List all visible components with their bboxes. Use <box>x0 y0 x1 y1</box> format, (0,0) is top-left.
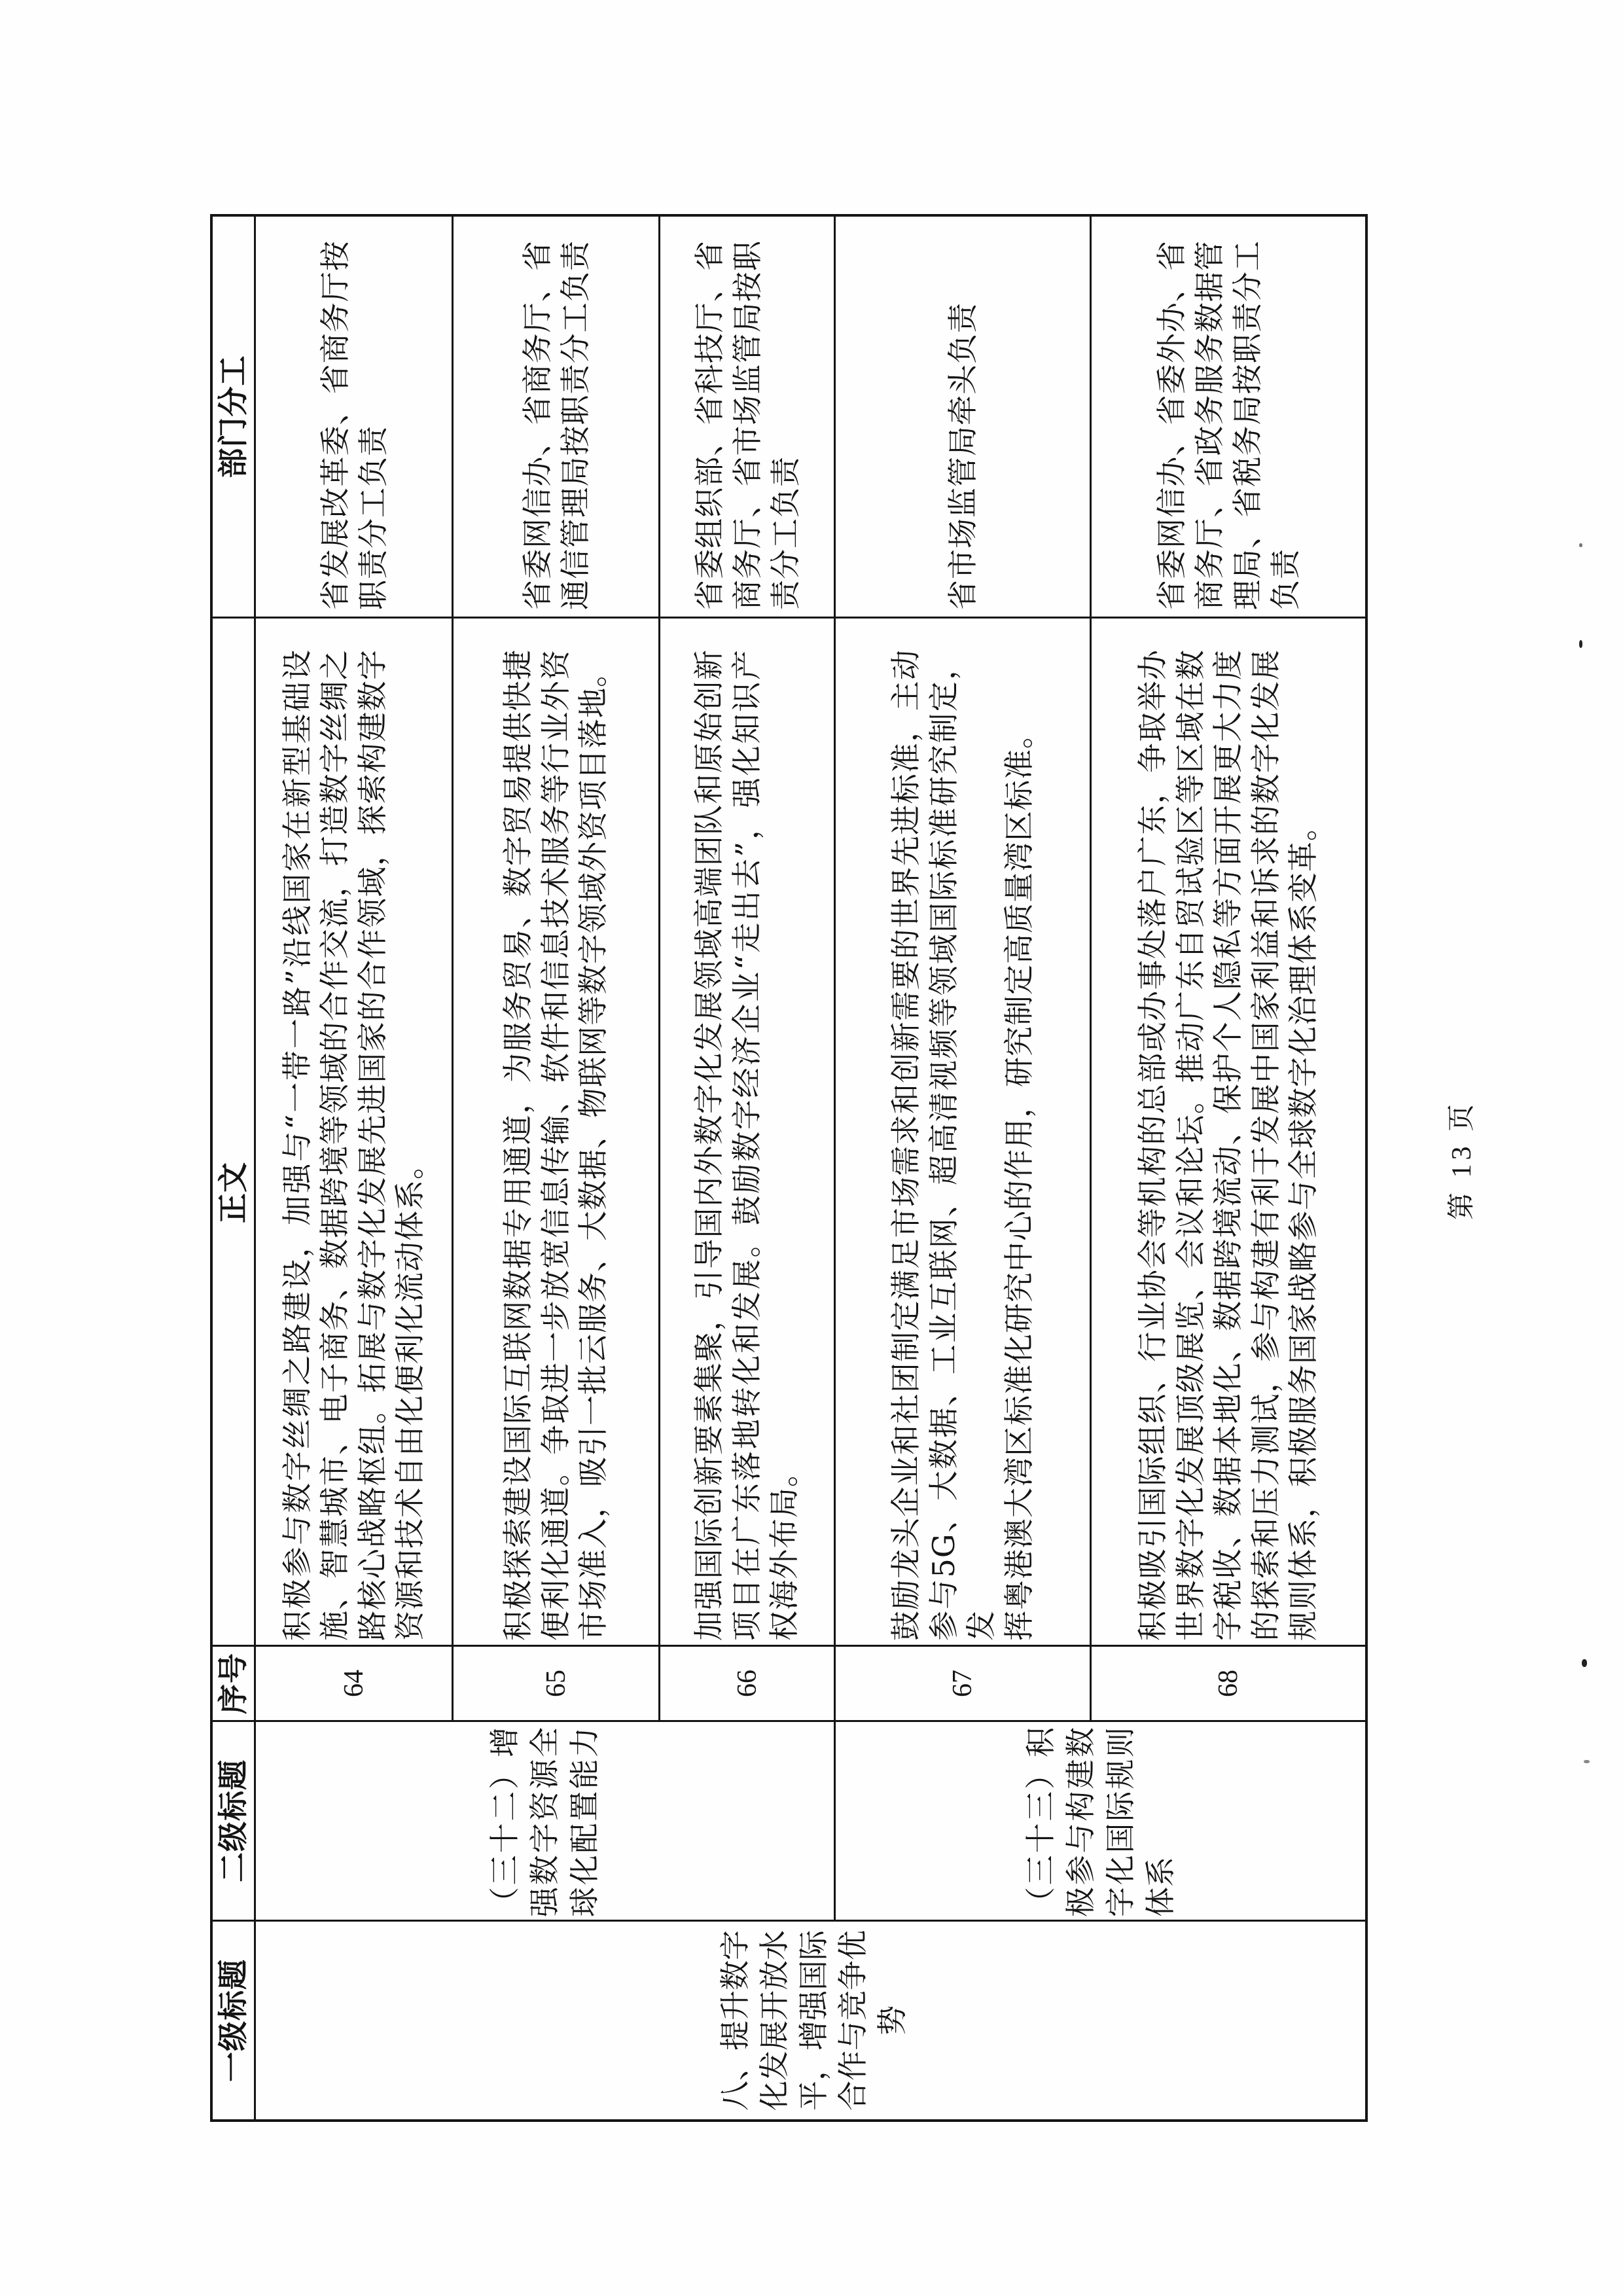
row-67-body <box>836 619 1090 1645</box>
body-line: 参与5G、大数据、工业互联网、超高清视频等领域国际标准研究制定，发 <box>925 649 999 1641</box>
body-line: 项目在广东落地转化和发展。鼓励数字经济企业“走出去”，强化知识产 <box>728 649 764 1641</box>
header-body-label: 正文 <box>215 1162 251 1223</box>
body-line: 的探索和压力测试，参与构建有利于发展中国家利益和诉求的数字化发展 <box>1247 649 1283 1641</box>
body-line: 规则体系，积极服务国家战略参与全球数字化治理体系变革。 <box>1285 810 1321 1641</box>
body-line: 权海外布局。 <box>766 1456 802 1641</box>
level2-heading-line: 强数字资源全 <box>527 1727 562 1917</box>
body-line: 资源和技术自由化便利化流动体系。 <box>392 1149 427 1641</box>
row-64-body <box>256 619 452 1645</box>
level2-heading-line: （三十三）积 <box>1022 1727 1058 1917</box>
dept-line: 省委网信办、省委外办、省 <box>1154 240 1189 610</box>
level2-heading-line: 极参与构建数 <box>1062 1727 1098 1917</box>
header-level2-title <box>213 1722 254 1920</box>
header-level1-title-label: 一级标题 <box>215 1959 251 2082</box>
header-seq <box>213 1647 254 1720</box>
body-line: 积极参与数字丝绸之路建设，加强与“一带一路”沿线国家在新型基础设 <box>279 649 315 1641</box>
seq-number: 64 <box>338 1670 369 1697</box>
row-67-dept <box>836 217 1090 617</box>
seq-number: 66 <box>732 1670 762 1697</box>
level1-heading-line: 八、提升数字 <box>717 1930 753 2111</box>
body-line: 鼓励龙头企业和社团制定满足市场需求和创新需要的世界先进标准，主动 <box>888 649 923 1641</box>
row-68-seq <box>1092 1647 1365 1720</box>
body-line: 挥粤港澳大湾区标准化研究中心的作用，研究制定高质量湾区标准。 <box>1001 718 1037 1641</box>
page-number: 第 13 页 <box>1447 1100 1477 1220</box>
body-line: 市场准入，吸引一批云服务、大数据、物联网等数字领域外资项目落地。 <box>575 656 611 1641</box>
level1-heading-line: 势 <box>874 2005 910 2036</box>
dept-line: 省市场监管局牵头负责 <box>945 302 980 610</box>
header-level1-title <box>213 1922 254 2119</box>
row-66-dept <box>660 217 834 617</box>
row-67-seq <box>836 1647 1090 1720</box>
row-65-dept <box>454 217 658 617</box>
dept-line: 通信管理局按职责分工负责 <box>557 240 593 610</box>
dept-line: 职责分工负责 <box>355 425 391 610</box>
dept-line: 省委网信办、省商务厅、省 <box>519 240 555 610</box>
row-66-body <box>660 619 834 1645</box>
dept-line: 负责 <box>1268 548 1303 610</box>
level2-heading-line: 球化配置能力 <box>567 1727 602 1917</box>
row-68-body <box>1092 619 1365 1645</box>
rotated-landscape-content <box>210 214 1477 2122</box>
body-line: 字税收、数据本地化、数据跨境流动、保护个人隐私等方面开展更大力度 <box>1210 649 1246 1641</box>
header-body <box>213 619 254 1645</box>
dept-line: 理局、省税务局按职责分工 <box>1230 240 1265 610</box>
body-line: 路核心战略枢纽。拓展与数字化发展先进国家的合作领域，探索构建数字 <box>354 649 390 1641</box>
dept-line: 省委组织部、省科技厅、省 <box>691 240 727 610</box>
seq-number: 65 <box>541 1670 571 1697</box>
level1-heading-line: 平，增强国际 <box>795 1930 831 2111</box>
scan-artifact <box>1579 640 1582 648</box>
row-65-body <box>454 619 658 1645</box>
level2-heading-cell-33 <box>836 1722 1365 1920</box>
seq-number: 68 <box>1213 1670 1243 1697</box>
level1-heading-cell <box>256 1922 1365 2119</box>
header-seq-label: 序号 <box>215 1653 251 1714</box>
header-level2-title-label: 二级标题 <box>215 1759 251 1882</box>
task-division-table <box>210 214 1368 2122</box>
dept-line: 省发展改革委、省商务厅按 <box>317 240 353 610</box>
body-line: 施、智慧城市、电子商务、数据跨境等领域的合作交流，打造数字丝绸之 <box>317 649 352 1641</box>
level2-heading-line: 体系 <box>1142 1857 1178 1917</box>
scan-artifact <box>1582 1659 1587 1667</box>
body-line: 世界数字化发展顶级展览、会议和论坛。推动广东自贸试验区等区域在数 <box>1172 649 1208 1641</box>
header-dept-label: 部门分工 <box>215 355 251 478</box>
dept-line: 责分工负责 <box>767 456 803 610</box>
level1-heading-line: 化发展开放水 <box>756 1930 792 2111</box>
body-line: 积极探索建设国际互联网数据专用通道，为服务贸易、数字贸易提供快捷 <box>500 649 536 1641</box>
row-64-seq <box>256 1647 452 1720</box>
level2-heading-line: （三十二）增 <box>487 1727 522 1917</box>
level2-heading-line: 字化国际规则 <box>1102 1727 1138 1917</box>
level2-heading-cell-32 <box>256 1722 834 1920</box>
header-dept <box>213 217 254 617</box>
scan-artifact <box>1579 543 1582 547</box>
row-64-dept <box>256 217 452 617</box>
dept-line: 商务厅、省政务服务数据管 <box>1192 240 1227 610</box>
dept-line: 商务厅、省市场监管局按职 <box>729 240 765 610</box>
scan-artifact <box>1584 1760 1590 1763</box>
seq-number: 67 <box>948 1670 978 1697</box>
row-68-dept <box>1092 217 1365 617</box>
row-65-seq <box>454 1647 658 1720</box>
body-line: 积极吸引国际组织、行业协会等机构的总部或办事处落户广东，争取举办 <box>1135 649 1171 1641</box>
body-line: 便利化通道。争取进一步放宽信息传输、软件和信息技术服务等行业外资 <box>537 649 573 1641</box>
row-66-seq <box>660 1647 834 1720</box>
level1-heading-line: 合作与竞争优 <box>834 1930 870 2111</box>
body-line: 加强国际创新要素集聚，引导国内外数字化发展领域高端团队和原始创新 <box>691 649 727 1641</box>
